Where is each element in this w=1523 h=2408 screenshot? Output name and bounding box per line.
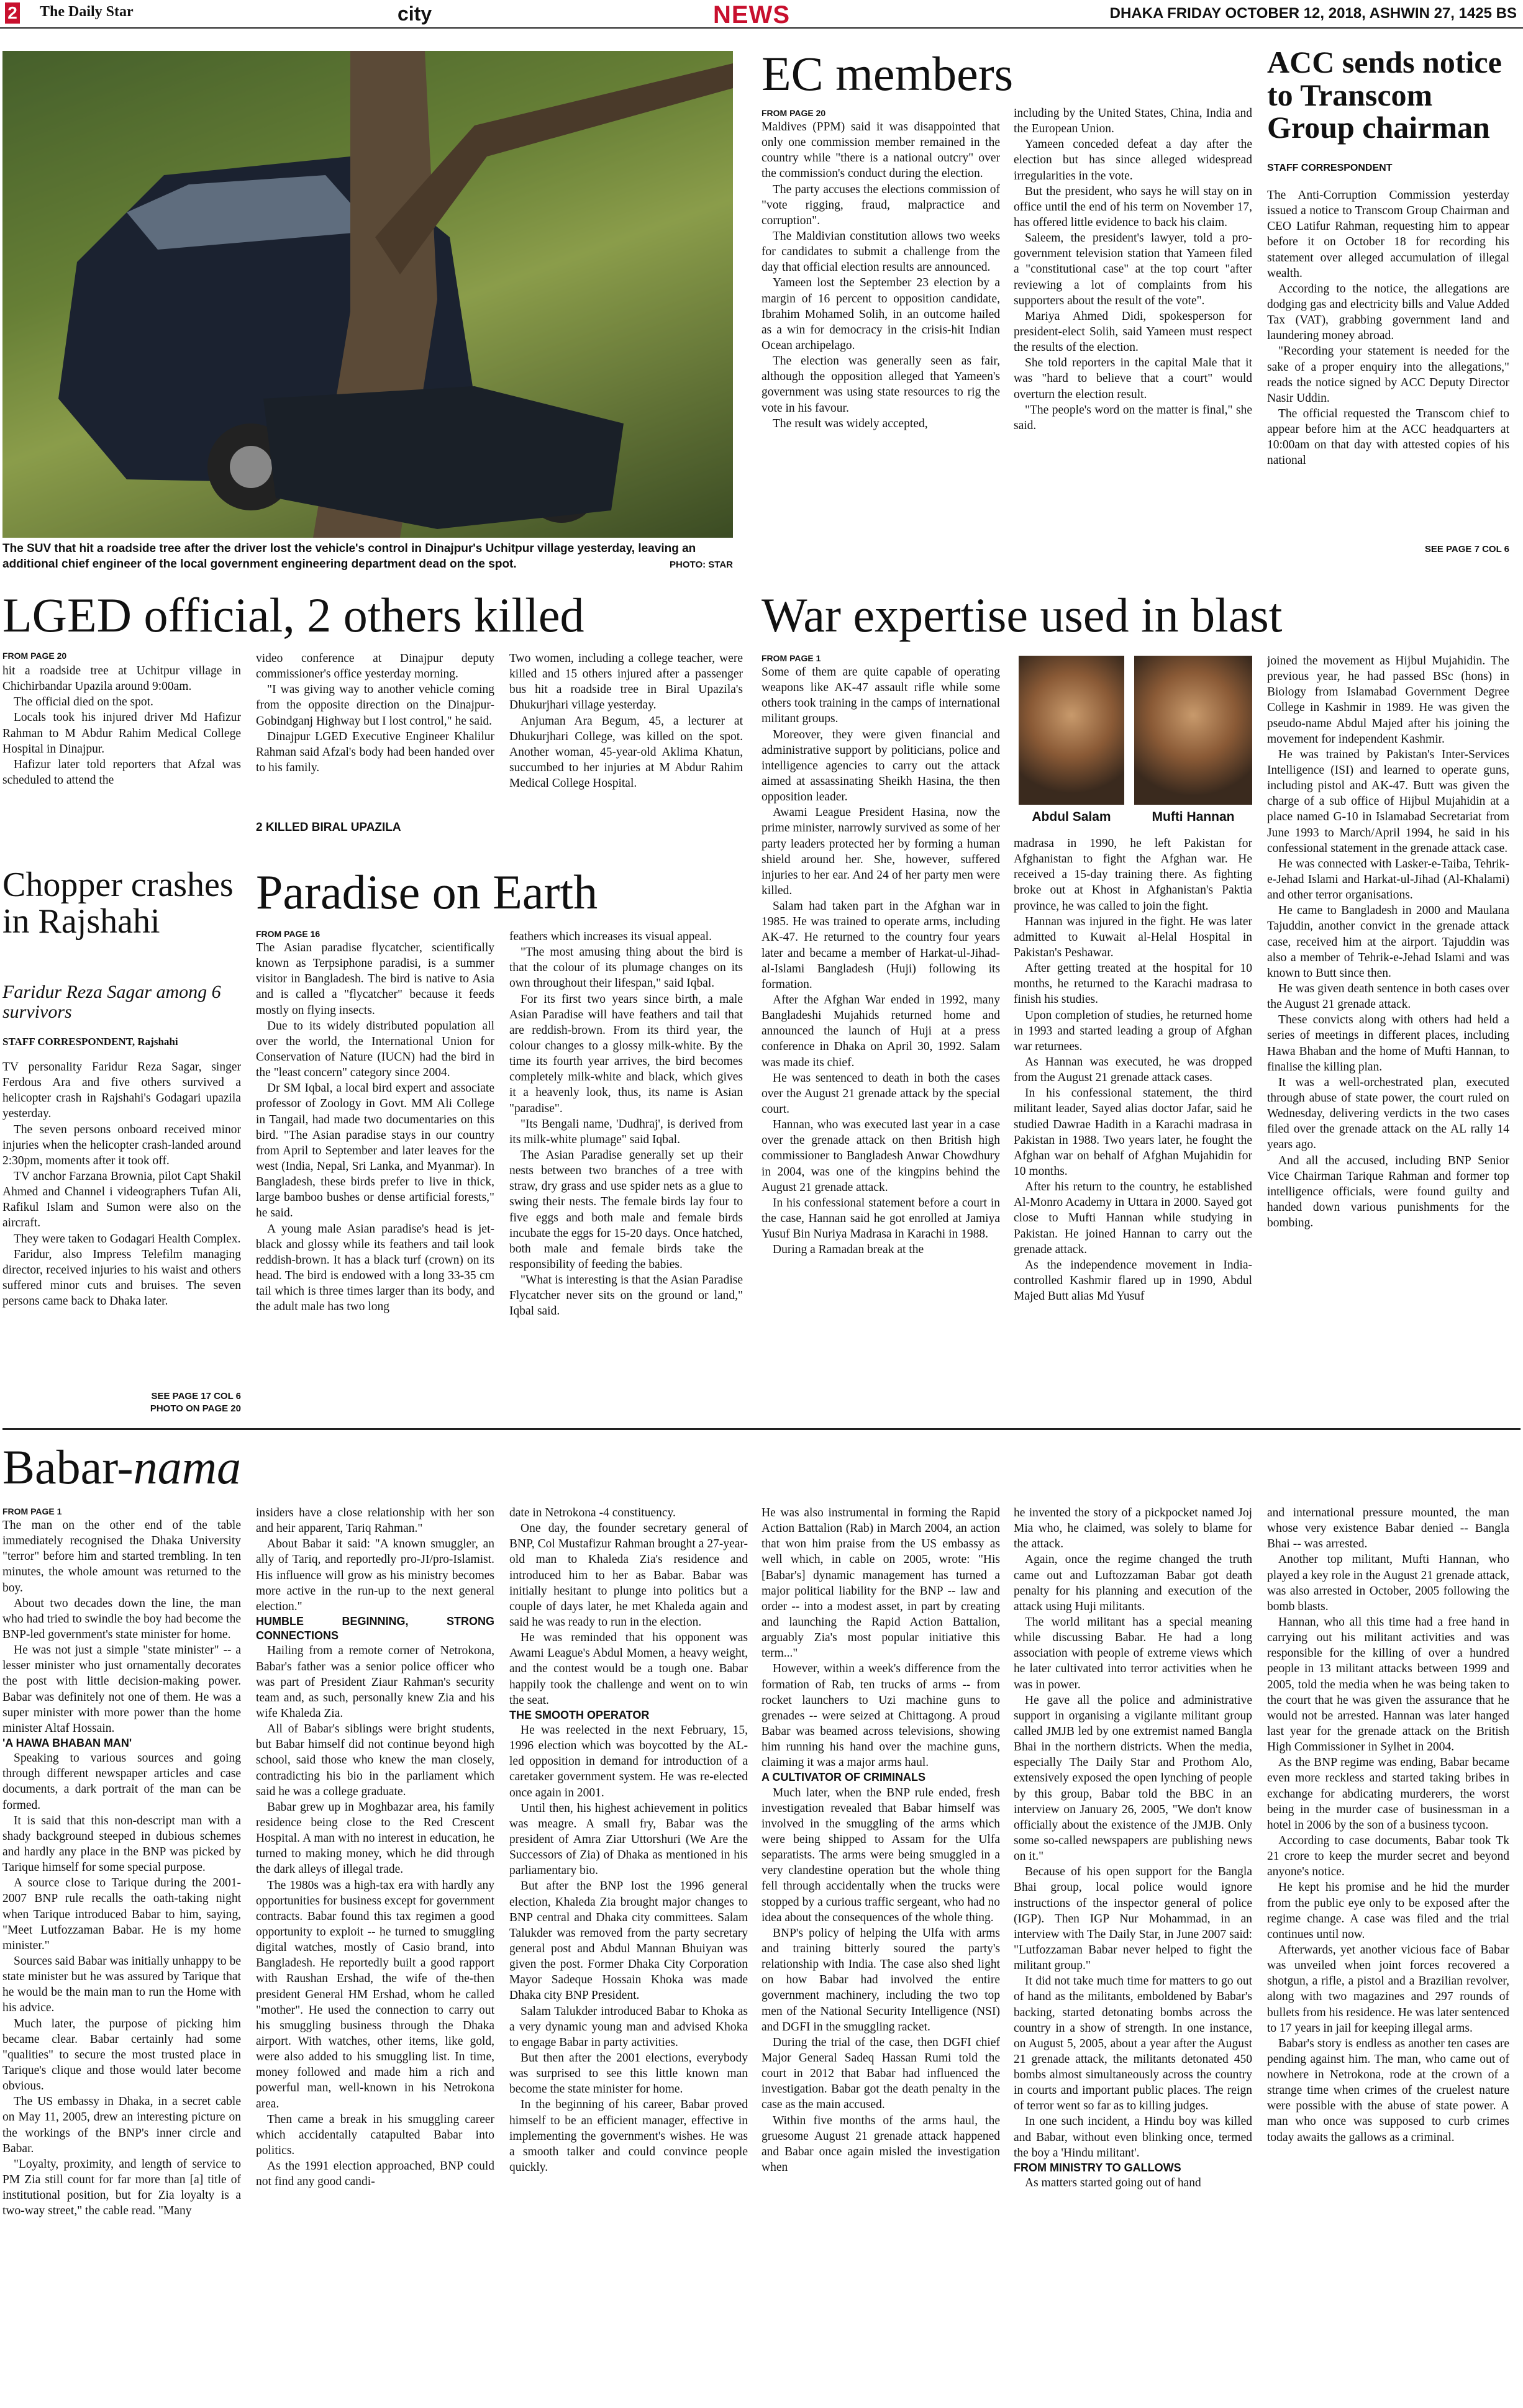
paragraph: He was reminded that his opponent was Awami League's Abdul Momen, a heavy weight, and the contest would be a tough one. Babar happily took the challenge and went on to win the seat. bbox=[509, 1631, 748, 1707]
chopper-byline: STAFF CORRESPONDENT, Rajshahi bbox=[2, 1036, 178, 1048]
paragraph: A young male Asian paradise's head is jet-black and glossy while its feathers and tail look reddish-brown. It has a black turf (crown) on its head. The bird is endowed with a long 33-35 cm tail which is three times larger than its body, and the adult male has two long bbox=[256, 1222, 494, 1314]
chopper-see-page: SEE PAGE 17 COL 6 bbox=[151, 1391, 241, 1401]
paragraph: and international pressure mounted, the man whose very existence Babar denied -- Bangla Bhai -- was arrested. bbox=[1267, 1506, 1509, 1551]
suv-crash-illustration bbox=[2, 51, 733, 538]
page-header bbox=[0, 0, 1523, 29]
paragraph: It did not take much time for matters to go out of hand as the militants, emboldened by Babar's backing, started detonating bombs across the country in a show of strength. In one instance, on August 5, 2005, about a year after the August 21 grenade attack, the militants detonated 450 bombs almost simultaneously across the country in courts and important public places. The reign of terror went so far as to killing judges. bbox=[1014, 1975, 1252, 2113]
paragraph: video conference at Dinajpur deputy commissioner's office yesterday morning. bbox=[256, 652, 494, 681]
paragraph: Faridur, also Impress Telefilm managing director, received injuries to his waist and others suffered minor cuts and bruises. The seven persons came back to Dhaka later. bbox=[2, 1247, 241, 1308]
paragraph: "Recording your statement is needed for the sake of a proper enquiry into the allegations," reads the notice signed by ACC Deputy Director Nasir Uddin. bbox=[1267, 345, 1509, 405]
paragraph: Again, once the regime changed the truth came out and Luftozzaman Babar got death penalty for his planning and execution of the attack using Huji militants. bbox=[1014, 1553, 1252, 1613]
paragraph: He was trained by Pakistan's Inter-Services Intelligence (ISI) and learned to operate guns, including pistol and AK-47. Butt was given the charge of a sub office of Hijbul Mujahidin at a place named G-10 in Islamabad Secretariat from June 1993 to March/April 1994, he said in his confessional statement in the grenade attack case. bbox=[1267, 748, 1509, 855]
paradise-column-1 bbox=[256, 940, 494, 1416]
paragraph: A source close to Tarique during the 2001-2007 BNP rule recalls the oath-taking night when Tarique introduced Babar to him, saying, "Meet Lutfozzaman Babar. He is my home minister." bbox=[2, 1876, 241, 1952]
paragraph: The world militant has a special meaning while discussing Babar. He had a long association with people of extreme views which he later cultivated into terror activities when he was in power. bbox=[1014, 1615, 1252, 1691]
paradise-headline: Paradise on Earth bbox=[256, 865, 598, 919]
paragraph: Afterwards, yet another vicious face of Babar was unveiled when joint forces recovered a shotgun, a rifle, a pistol and a Brazilian revolver, along with two magazines and 297 rounds of bullets from his residence. He was later sentenced to 17 years in jail for keeping illegal arms. bbox=[1267, 1943, 1509, 2035]
paragraph: "The people's word on the matter is final," she said. bbox=[1014, 403, 1252, 432]
lged-headline: LGED official, 2 others killed bbox=[2, 588, 584, 642]
paragraph: He was given death sentence in both cases over the August 21 grenade attack. bbox=[1267, 982, 1509, 1012]
lged-column-3 bbox=[509, 651, 743, 840]
paragraph: After getting treated at the hospital for 10 months, he returned to the Karachi madrasa to finish his studies. bbox=[1014, 962, 1252, 1007]
paragraph: Maldives (PPM) said it was disappointed that only one commission member remained in the country while "there is a national outcry" over the commission's conduct during the election. bbox=[762, 120, 1000, 181]
paragraph: He was connected with Lasker-e-Taiba, Tehrik-e-Jehad Islami and Harkat-ul-Jihad (Al-Khalami) and other terror organisations. bbox=[1267, 857, 1509, 902]
war-column-3 bbox=[1267, 653, 1509, 1416]
war-headline: War expertise used in blast bbox=[762, 588, 1283, 642]
paragraph: Some of them are quite capable of operating weapons like AK-47 assault rifle while some others took training in the camps of international militant groups. bbox=[762, 666, 1000, 726]
paragraph: And all the accused, including BNP Senior Vice Chairman Tarique Rahman and former top intelligence officials, were found guilty and handed down various punishments for the bombing. bbox=[1267, 1154, 1509, 1230]
paragraph: The Asian Paradise generally set up their nests between two branches of a tree with straw, dry grass and use spider nets as a glue to swing their nests. The female birds lay four to five eggs and both male and female birds incubate the eggs for 15-20 days. Once hatched, both male and female birds take the responsibility of feeding the babies. bbox=[509, 1148, 743, 1271]
lged-column-1 bbox=[2, 663, 241, 840]
paragraph: As the 1991 election approached, BNP could not find any good candi- bbox=[256, 2160, 494, 2189]
acc-body bbox=[1267, 188, 1509, 541]
babar-headline-italic: nama bbox=[133, 1440, 241, 1494]
paragraph: The Asian paradise flycatcher, scientifically known as Terpsiphone paradisi, is a summer visitor in Bangladesh. The bird is native to Asia and is called a "flycatcher" because it feeds mostly on flying insects. bbox=[256, 941, 494, 1017]
paragraph: After his return to the country, he established Al-Monro Academy in Uttara in 2000. Sayed got close to Mufti Hannan while studying in Pakistan. He joined Hannan to carry out the grenade attack. bbox=[1014, 1180, 1252, 1256]
babar-column-6 bbox=[1267, 1505, 1509, 2406]
section-divider bbox=[2, 1428, 1521, 1430]
babar-column-1 bbox=[2, 1518, 241, 2406]
paragraph: "Its Bengali name, 'Dudhraj', is derived from its milk-white plumage" said Iqbal. bbox=[509, 1117, 743, 1146]
paragraph: The Anti-Corruption Commission yesterday issued a notice to Transcom Group Chairman and CEO Latifur Rahman, requesting him to appear before it on October 18 for recording his statement over alleged accumulation of illegal wealth. bbox=[1267, 189, 1509, 280]
paradise-column-2 bbox=[509, 929, 743, 1416]
paragraph: During the trial of the case, then DGFI chief Major General Sadeq Hassan Rumi told the court in 2012 that Babar had influenced the investigation. Babar got the death penalty in the case as the main accused. bbox=[762, 2035, 1000, 2112]
acc-continued: SEE PAGE 7 COL 6 bbox=[1424, 544, 1509, 554]
photo-caption bbox=[2, 541, 733, 574]
ec-column-2 bbox=[1014, 106, 1252, 554]
paragraph: Sources said Babar was initially unhappy to be state minister but he was assured by Tarique that he would be the main man to run the Home with his advice. bbox=[2, 1955, 241, 2015]
paragraph: TV personality Faridur Reza Sagar, singer Ferdous Ara and five others survived a helicopter crash in Rajshahi's Godagari upazila yesterday. bbox=[2, 1061, 241, 1121]
war-column-2 bbox=[1014, 836, 1252, 1416]
acc-byline: STAFF CORRESPONDENT bbox=[1267, 163, 1393, 173]
paragraph: All of Babar's siblings were bright students, but Babar himself did not continue beyond high school, said those who knew the man closely, contradicting his bio in the parliament which said he was a college graduate. bbox=[256, 1722, 494, 1798]
paragraph: Babar's story is endless as another ten cases are pending against him. The man, who came out of nowhere in Netrokona, rode at the crown of a strange time when crimes of the cruelest nature were possible with the abuse of state power. A man who once was supposed to curb crimes today awaits the gallows as a criminal. bbox=[1267, 2037, 1509, 2144]
paragraph: HUMBLE BEGINNING, STRONG CONNECTIONS bbox=[256, 1614, 494, 1642]
paragraph: Mariya Ahmed Didi, spokesperson for president-elect Solih, said Yameen must respect the results of the election. bbox=[1014, 309, 1252, 355]
paragraph: The 1980s was a high-tax era with hardly any opportunities for business except for government contracts. Babar found this tax regimen a good opportunity to exploit -- he turned to smuggling digital watches, mostly of Casio brand, into Bangladesh. He reportedly built a good rapport with Raushan Ershad, the wife of the-then president General HM Ershad, whom he called "mother". He used the connection to carry out his smuggling business through the Dhaka airport. With watches, other items, like gold, were also added to his smuggling list. In time, money followed and made him a rich and powerful man, well-known in his Netrokona area. bbox=[256, 1878, 494, 2111]
paragraph: The seven persons onboard received minor injuries when the helicopter crash-landed around 2:30pm, moments after it took off. bbox=[2, 1123, 241, 1167]
chopper-headline: Chopper crashes in Rajshahi bbox=[2, 866, 234, 941]
paragraph: he invented the story of a pickpocket named Joj Mia who, he claimed, was solely to blame for the attack. bbox=[1014, 1506, 1252, 1551]
paragraph: He kept his promise and he hid the murder from the public eye only to be exposed after the regime change. A case was filed and the trial continues until now. bbox=[1267, 1881, 1509, 1941]
paragraph: It was a well-orchestrated plan, executed through abuse of state power, the court ruled on Wednesday, delivering verdicts in the two cases filed over the grenade attack on the AL rally 14 years ago. bbox=[1267, 1075, 1509, 1152]
mufti-hannan-portrait bbox=[1134, 656, 1252, 805]
paragraph: After the Afghan War ended in 1992, many Bangladeshi Mujahids returned home and announced the launch of Huji at a press conference in Dhaka on April 30, 1992. Salam was made its chief. bbox=[762, 993, 1000, 1069]
paragraph: Two women, including a college teacher, were killed and 15 others injured after a passenger bus hit a roadside tree in Biral Upazila's Dhukurjhari village yesterday. bbox=[509, 652, 743, 712]
babar-headline-main: Babar- bbox=[2, 1440, 134, 1494]
paragraph: Speaking to various sources and going through different newspaper articles and case documents, a dark portrait of the man can be formed. bbox=[2, 1752, 241, 1812]
paragraph: Then came a break in his smuggling career which accidentally catapulted Babar into politics. bbox=[256, 2112, 494, 2157]
paragraph: THE SMOOTH OPERATOR bbox=[509, 1708, 650, 1721]
paragraph: They were taken to Godagari Health Complex. bbox=[14, 1232, 241, 1246]
paragraph: Salam Talukder introduced Babar to Khoka as a very dynamic young man and advised Khoka to engage Babar in party activities. bbox=[509, 2004, 748, 2049]
paragraph: including by the United States, China, India and the European Union. bbox=[1014, 107, 1252, 136]
paragraph: Hailing from a remote corner of Netrokona, Babar's father was a senior police officer who was part of President Ziaur Rahman's security team and, as such, personally knew Zia and his wife Khaleda Zia. bbox=[256, 1644, 494, 1720]
suv-crash-photo bbox=[2, 51, 733, 538]
paragraph: Due to its widely distributed population all over the world, the International Union for Conservation of Nature (IUCN) had the bird in the "least concern" category since 2004. bbox=[256, 1019, 494, 1080]
abdul-salam-caption: Abdul Salam bbox=[1032, 810, 1111, 824]
paragraph: In the beginning of his career, Babar proved himself to be an efficient manager, effective in implementing the government's wishes. He was a smooth talker and could convince people quickly. bbox=[509, 2098, 748, 2174]
paragraph: "I was giving way to another vehicle coming from the opposite direction on the Dinajpur-Gobindganj Highway but I lost control," he said. bbox=[256, 683, 494, 728]
paragraph: A CULTIVATOR OF CRIMINALS bbox=[762, 1771, 925, 1784]
lged-from-page: FROM PAGE 20 bbox=[2, 651, 67, 661]
paragraph: hit a roadside tree at Uchitpur village in Chichirbandar Upazila around 9:00am. bbox=[2, 664, 241, 694]
paragraph: About Babar it said: "A known smuggler, an ally of Tariq, and reportedly pro-JI/pro-Islamist. His influence will grow as his ministry becomes more active in the run-up to the next general election." bbox=[256, 1537, 494, 1613]
paragraph: As Hannan was executed, he was dropped from the August 21 grenade attack cases. bbox=[1014, 1055, 1252, 1085]
paragraph: It is said that this non-descript man with a shady background steeped in dubious schemes and hardly any place in the BNP was picked by Tarique himself for some special purpose. bbox=[2, 1814, 241, 1875]
paragraph: Hafizur later told reporters that Afzal was scheduled to attend the bbox=[2, 758, 241, 787]
paragraph: As the BNP regime was ending, Babar became even more reckless and started taking bribes in exchange for abdicating murderers, the worst being in the murder case of businessman in a hotel in 2006 by the son of a business tycoon. bbox=[1267, 1756, 1509, 1832]
page-number: 2 bbox=[5, 2, 20, 24]
paragraph: The result was widely accepted, bbox=[773, 417, 928, 430]
acc-headline: ACC sends notice to Transcom Group chairman bbox=[1267, 45, 1502, 145]
paragraph: She told reporters in the capital Male that it was "hard to believe that a court" would overturn the election result. bbox=[1014, 356, 1252, 401]
babar-column-3 bbox=[509, 1505, 748, 2406]
paragraph: date in Netrokona -4 constituency. bbox=[509, 1506, 676, 1519]
war-column-1 bbox=[762, 664, 1000, 1416]
paragraph: Moreover, they were given financial and administrative support by politicians, police and intelligence agencies to carry out the attack aimed at assassinating Sheikh Hasina, the then opposition leader. bbox=[762, 728, 1000, 804]
paragraph: He gave all the police and administrative support in organising a vigilante militant group called JMJB led by one extremist named Bangla Bhai in the northern districts. When the media, especially The Daily Star and Prothom Alo, extensively exposed the open lynching of people by this group, Babar told the BBC in an interview on January 26, 2005, "We don't know officially about the existence of the JMJB. Only some so-called newspapers are publishing news on it." bbox=[1014, 1693, 1252, 1863]
paragraph: joined the movement as Hijbul Mujahidin. The previous year, he had passed BSc (hons) in Biology from Islamabad Government Degree College in Kashmir in 1989. He was given the pseudo-name Abdul Majed after his joining the movement for independent Kashmir. bbox=[1267, 654, 1509, 746]
paragraph: Hannan, who all this time had a free hand in carrying out his militant activities and was responsible for the killing of over a hundred people in 13 militant attacks between 1999 and 2005, told the media when he was being taken to the court that he was given the assurance that he would not be arrested. Hannan was later hanged last year for the grenade attack on the British High Commissioner in Sylhet in 2004. bbox=[1267, 1615, 1509, 1754]
paragraph: However, within a week's difference from the formation of Rab, ten trucks of arms -- from rocket launchers to Uzi machine guns to grenades -- were seized at Chittagong. A proud Babar was beamed across televisions, showing him running his hand over the machine guns, claiming it was a major arms haul. bbox=[762, 1662, 1000, 1770]
paragraph: But after the BNP lost the 1996 general election, Khaleda Zia brought major changes to BNP central and Dhaka city committees. Salam Talukder was removed from the party secretary general post and Abdul Mannan Bhuiyan was given the post. Former Dhaka City Corporation Mayor Sadeque Hossain Khoka was made Dhaka city BNP President. bbox=[509, 1880, 748, 2003]
paragraph: Babar grew up in Moghbazar area, his family residence being close to the Red Crescent Hospital. A man with no interest in education, he turned to making money, which he did through the dark alleys of illegal trade. bbox=[256, 1800, 494, 1876]
paragraph: Locals took his injured driver Md Hafizur Rahman to M Abdur Rahim Medical College Hospital in Dinajpur. bbox=[2, 711, 241, 756]
paragraph: Anjuman Ara Begum, 45, a lecturer at Dhukurjhari College, was killed on the spot. Another woman, 45-year-old Aklima Khatun, succumbed to her injuries at M Abdur Rahim Medical College Hospital. bbox=[509, 714, 743, 790]
paragraph: One day, the founder secretary general of BNP, Col Mustafizur Rahman brought a 27-year-old man to Khaleda Zia's residence and introduced him to her as Babar. Babar was initially hesitant to plunge into politics but a couple of days later, he met Khaleda again and said he was ready to run in the election. bbox=[509, 1522, 748, 1629]
paragraph: The official requested the Transcom chief to appear before him at the ACC headquarters at 10:00am on that day with attested copies of his national bbox=[1267, 407, 1509, 468]
paragraph: Yameen conceded defeat a day after the election but has since alleged widespread irregularities in the vote. bbox=[1014, 138, 1252, 183]
chopper-body bbox=[2, 1059, 241, 1388]
paragraph: According to the notice, the allegations are dodging gas and electricity bills and Value Added Tax (VAT), grabbing government land and laundering money abroad. bbox=[1267, 282, 1509, 343]
section-label: city bbox=[398, 2, 432, 25]
paragraph: Salam had taken part in the Afghan war in 1985. He was trained to operate arms, including AK-47. He returned to the country four years later and became a member of Harkat-ul-Jihad-al-Islami Bangladesh (Huji) following its formation. bbox=[762, 900, 1000, 991]
paragraph: In his confessional statement, the third militant leader, Sayed alias doctor Jafar, said he studied Dawrae Hadith in a Karachi madrasa in Pakistan in 1988. Two years later, he fought the Afghan war on behalf of Afghan Mujahidin for 10 months. bbox=[1014, 1087, 1252, 1178]
paragraph: Until then, his highest achievement in politics was meagre. A small fry, Babar was the president of Amra Ziar Uttorshuri (We Are the Successors of Zia) of Dhaka as mentioned in his parliamentary bio. bbox=[509, 1801, 748, 1878]
paragraph: But the president, who says he will stay on in office until the end of his term on November 17, has offered little evidence to back his claim. bbox=[1014, 184, 1252, 229]
masthead-logo: The Daily Star bbox=[40, 4, 134, 20]
paragraph: Because of his open support for the Bangla Bhai group, local police would ignore instructions of the inspector general of police (IGP). Then IGP Nur Mohammad, in an interview with The Daily Star, in June 2007 said: "Lutfozzaman Babar never helped to fight the militant group." bbox=[1014, 1865, 1252, 1973]
paragraph: FROM MINISTRY TO GALLOWS bbox=[1014, 2161, 1181, 2174]
paragraph: "The most amusing thing about the bird is that the colour of its plumage changes on its own throughout their lifespan," said Iqbal. bbox=[509, 946, 743, 990]
paragraph: Dr SM Iqbal, a local bird expert and associate professor of Zoology in Govt. MM Ali College in Tangail, had made two documentaries on this bird. "The Asian paradise stays in our country from April to September and later leaves for the west (India, Nepal, Sri Lanka, and Myanmar). In Bangladesh, these birds prefer to live in thick, large bamboo bushes or dense artificial forests," he said. bbox=[256, 1082, 494, 1220]
paradise-from-page: FROM PAGE 16 bbox=[256, 929, 321, 939]
paragraph: Dinajpur LGED Executive Engineer Khalilur Rahman said Afzal's body had been handed over to his family. bbox=[256, 730, 494, 774]
paragraph: Saleem, the president's lawyer, told a pro-government television station that Yameen filed a "constitutional case" at the top court "after reviewing a lot of complaints from his supporters about the result of the vote". bbox=[1014, 232, 1252, 307]
paragraph: feathers which increases its visual appeal. bbox=[509, 930, 712, 943]
paragraph: During a Ramadan break at the bbox=[773, 1243, 924, 1257]
photo-caption-text: The SUV that hit a roadside tree after the driver lost the vehicle's control in Dinajpur's Uchitpur village yesterday, leaving an additional chief engineer of the local government engineering department dead on the spot. bbox=[2, 542, 696, 571]
paragraph: In his confessional statement before a court in the case, Hannan said he got enrolled at Jamiya Yusuf Bin Nuriya Madrasa in Karachi in 1988. bbox=[762, 1196, 1000, 1241]
paragraph: Much later, the purpose of picking him became clear. Babar certainly had some "qualities" to secure the most trusted place in Tarique's clique and those would later become obvious. bbox=[2, 2017, 241, 2093]
paragraph: TV anchor Farzana Brownia, pilot Capt Shakil Ahmed and Channel i videographers Tufan Ali, Rafikul Islam and Sumon were also on the aircraft. bbox=[2, 1169, 241, 1230]
paragraph: "Loyalty, proximity, and length of service to PM Zia still count for far more than [a] title of institutional position, but for Zia loyalty is a two-way street," the cable read. "Many bbox=[2, 2157, 241, 2218]
babar-headline bbox=[2, 1442, 241, 1493]
lged-column-2 bbox=[256, 651, 494, 815]
paragraph: Another top militant, Mufti Hannan, who played a key role in the August 21 grenade attack, was also arrested in October, 2005 following the bomb blasts. bbox=[1267, 1553, 1509, 1613]
babar-column-4 bbox=[762, 1505, 1000, 2406]
paragraph: As matters started going out of hand bbox=[1025, 2176, 1201, 2190]
ec-column-1 bbox=[762, 119, 1000, 554]
paragraph: Within five months of the arms haul, the gruesome August 21 grenade attack happened and Babar once again misled the investigation when bbox=[762, 2114, 1000, 2174]
paragraph: madrasa in 1990, he left Pakistan for Afghanistan to fight the Afghan war. He received a 15-day training there. As fighting broke out at Khost in Afghanistan's Paktia province, he was called to join the fight. bbox=[1014, 837, 1252, 913]
chopper-subhead: Faridur Reza Sagar among 6 survivors bbox=[2, 982, 221, 1022]
dateline: DHAKA FRIDAY OCTOBER 12, 2018, ASHWIN 27, 1425 BS bbox=[1109, 5, 1517, 22]
paragraph: The US embassy in Dhaka, in a secret cable on May 11, 2005, drew an interesting picture on the workings of the BNP's inner circle and Babar. bbox=[2, 2095, 241, 2155]
paragraph: The election was generally seen as fair, although the opposition alleged that Yameen's government was using state resources to rig the vote in his favour. bbox=[762, 355, 1000, 415]
paragraph: "What is interesting is that the Asian Paradise Flycatcher never sits on the ground or land," Iqbal said. bbox=[509, 1274, 743, 1318]
paragraph: The man on the other end of the table immediately recognised the Dhaka University "terror" before him and started trembling. In ten minutes, the whole amount was returned to the boy. bbox=[2, 1519, 241, 1595]
lged-subhead: 2 KILLED BIRAL UPAZILA bbox=[256, 821, 401, 834]
paragraph: As the independence movement in India-controlled Kashmir flared up in 1990, Abdul Majed Butt alias Md Yusuf bbox=[1014, 1258, 1252, 1303]
paragraph: According to case documents, Babar took Tk 21 crore to keep the murder secret and beyond anyone's notice. bbox=[1267, 1834, 1509, 1879]
paragraph: The official died on the spot. bbox=[14, 695, 153, 709]
paragraph: Hannan, who was executed last year in a case over the grenade attack on then British high commissioner to Bangladesh Anwar Chowdhury in 2004, was one of the kingpins behind the August 21 grenade attack. bbox=[762, 1118, 1000, 1194]
paragraph: 'A HAWA BHABAN MAN' bbox=[2, 1736, 132, 1749]
paragraph: For its first two years since birth, a male Asian Paradise will have feathers and tail that are reddish-brown. From its third year, the colour changes to a glossy milk-white. By the time its fourth year arrives, the bird becomes completely milk-white and black, which gives it a heavenly look, thus, its name is Asian "paradise". bbox=[509, 992, 743, 1115]
paragraph: The Maldivian constitution allows two weeks for candidates to submit a challenge from the day that official election results are announced. bbox=[762, 229, 1000, 274]
paragraph: These convicts along with others had held a series of meetings in different places, including Hawa Bhaban and the home of Mufti Hannan, to finalise the killing plan. bbox=[1267, 1013, 1509, 1074]
paragraph: Much later, when the BNP rule ended, fresh investigation revealed that Babar himself was involved in the smuggling of the arms which were being shipped to Assam for the Ulfa separatists. The arms were being smuggled in a very clandestine operation but the whole thing fell through accidentally when the trucks were stopped by a curious traffic sergeant, who had no idea about the consequences of the whole thing. bbox=[762, 1786, 1000, 1924]
paragraph: Yameen lost the September 23 election by a margin of 16 percent to opposition candidate, Ibrahim Mohamed Solih, in an outcome hailed as a win for democracy in the crisis-hit Indian Ocean archipelago. bbox=[762, 276, 1000, 352]
babar-from-page: FROM PAGE 1 bbox=[2, 1506, 62, 1516]
ec-headline: EC members bbox=[762, 47, 1014, 101]
paragraph: He was also instrumental in forming the Rapid Action Battalion (Rab) in March 2004, an action that won him praise from the US embassy as well which, in cable on 2005, wrote: "His [Babar's] dynamic management has turned a major political liability for the BNP -- law and order -- into a modest asset, in part by creating and launching the Rapid Action Battalion, arguably Zia's most popular initiative this term..." bbox=[762, 1506, 1000, 1660]
paragraph: He was sentenced to death in both the cases over the August 21 grenade attack by the special court. bbox=[762, 1071, 1000, 1116]
paragraph: He was reelected in the next February, 15, 1996 election which was boycotted by the AL-led opposition in demand for introduction of a caretaker government system. He was re-elected once again in 2001. bbox=[509, 1724, 748, 1799]
mufti-hannan-caption: Mufti Hannan bbox=[1152, 810, 1235, 824]
paragraph: BNP's policy of helping the Ulfa with arms and training bitterly soured the party's relationship with India. The case also shed light on how Babar had involved the entire government machinery, including the two top men of the National Security Intelligence (NSI) and DGFI in the smuggling racket. bbox=[762, 1926, 1000, 2034]
paragraph: The party accuses the elections commission of "vote rigging, fraud, malpractice and corruption". bbox=[762, 183, 1000, 227]
paragraph: Hannan was injured in the fight. He was later admitted to Kuwait al-Helal Hospital in Pakistan's Peshawar. bbox=[1014, 915, 1252, 959]
paragraph: But then after the 2001 elections, everybody was surprised to see this little known man become the state minister for home. bbox=[509, 2052, 748, 2096]
abdul-salam-portrait bbox=[1019, 656, 1124, 805]
category-label: NEWS bbox=[713, 1, 790, 29]
paragraph: He came to Bangladesh in 2000 and Maulana Tajuddin, another convict in the grenade attack case, received him at the airport. Tajuddin was also a member of Tehrik-e-Jehad Islami and was known to Butt since then. bbox=[1267, 904, 1509, 980]
paragraph: He was not just a simple "state minister" -- a lesser minister who just ornamentally decorates the post with little decision-making power. Babar was definitely not one of them. He was a super minister with more power than the home minister Altaf Hossain. bbox=[2, 1644, 241, 1735]
chopper-photo-page: PHOTO ON PAGE 20 bbox=[150, 1403, 241, 1414]
babar-column-5 bbox=[1014, 1505, 1252, 2406]
photo-credit: PHOTO: STAR bbox=[670, 559, 733, 570]
babar-column-2 bbox=[256, 1505, 494, 2406]
paragraph: Upon completion of studies, he returned home in 1993 and started leading a group of Afghan war returnees. bbox=[1014, 1008, 1252, 1053]
ec-from-page: FROM PAGE 20 bbox=[762, 108, 826, 118]
paragraph: insiders have a close relationship with her son and heir apparent, Tariq Rahman." bbox=[256, 1506, 494, 1536]
paragraph: Awami League President Hasina, now the prime minister, narrowly survived as some of her party leaders protected her by forming a human shield around her. She, however, suffered injuries to her ear. And 24 of her party men were killed. bbox=[762, 806, 1000, 897]
paragraph: About two decades down the line, the man who had tried to swindle the boy had become the BNP-led government's state minister for home. bbox=[2, 1596, 241, 1641]
paragraph: In one such incident, a Hindu boy was killed and Babar, without even blinking once, termed the boy a 'Hindu militant'. bbox=[1014, 2115, 1252, 2160]
war-from-page: FROM PAGE 1 bbox=[762, 653, 821, 663]
